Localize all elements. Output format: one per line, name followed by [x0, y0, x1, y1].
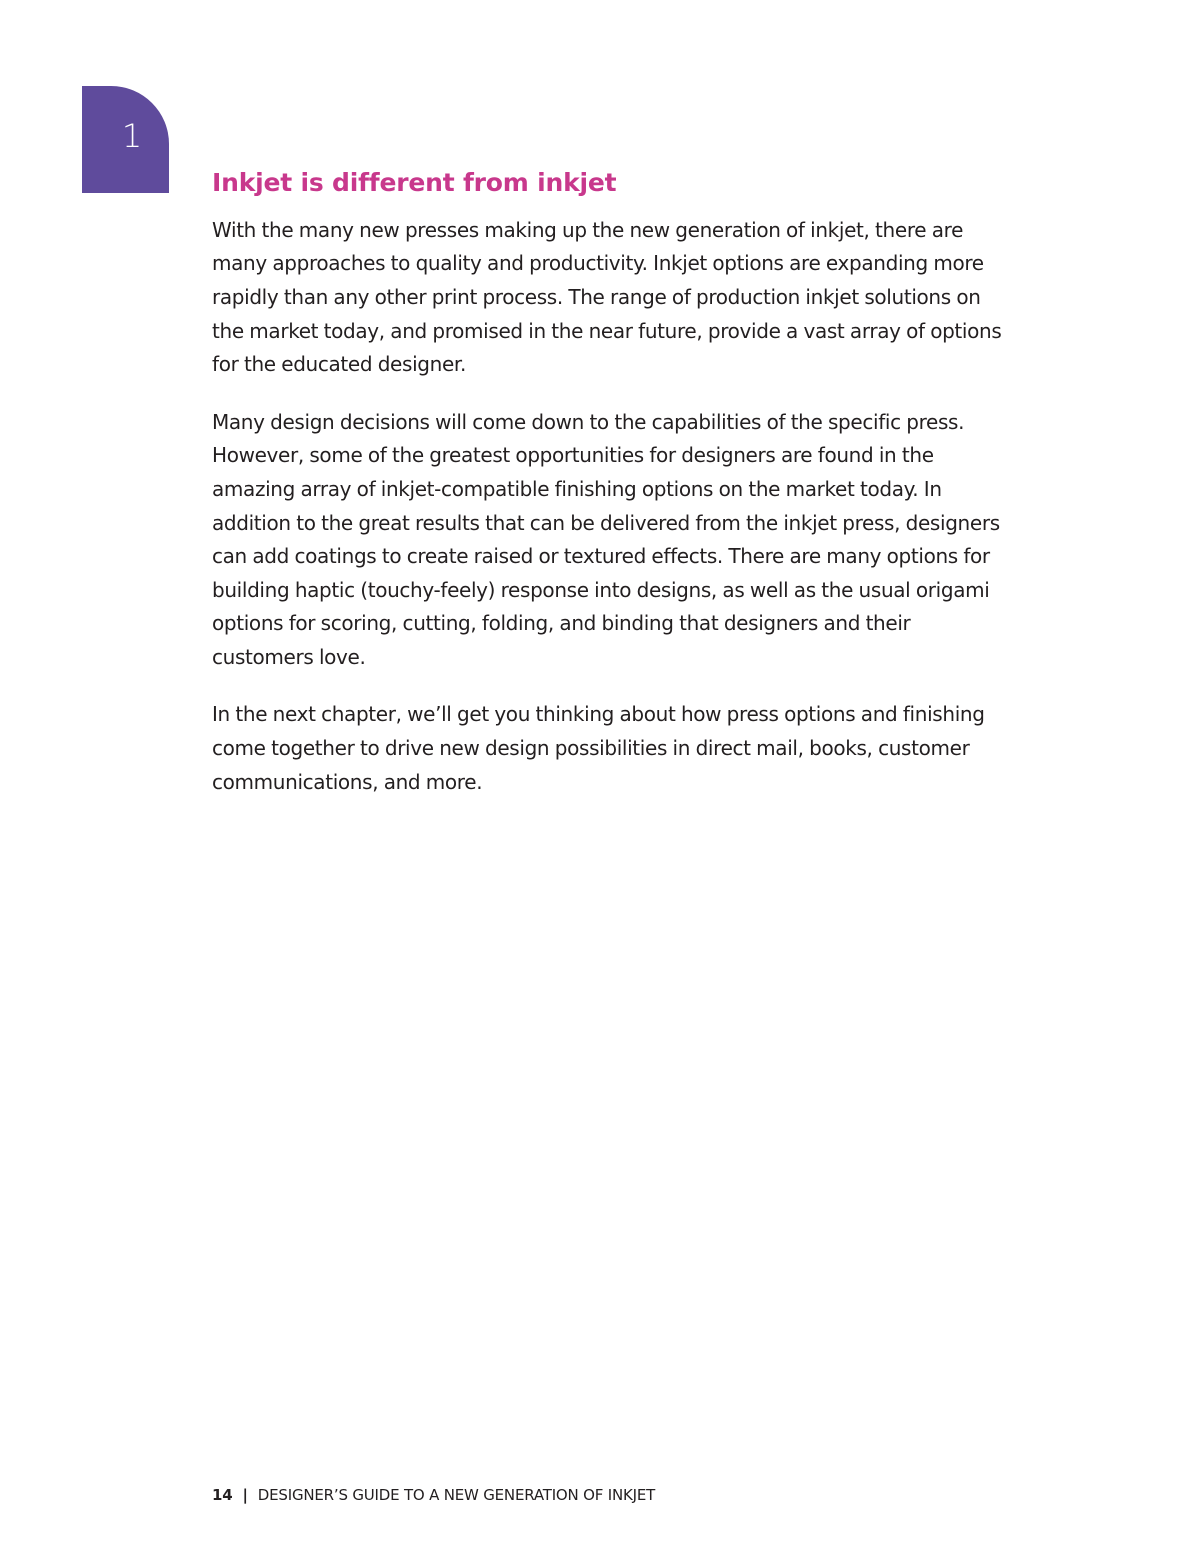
page-footer	[212, 1486, 655, 1504]
chapter-tab	[82, 86, 169, 193]
section-heading: Inkjet is different from inkjet	[212, 168, 617, 197]
paragraph: Many design decisions will come down to the capabilities of the specific press. However, some of the greatest opportunities for designers are found in the amazing array of inkjet-compatible finishing options on the market today. In addition to the great results that can be delivered from the inkjet press, designers can add coatings to create raised or textured effects. There are many options for building haptic (touchy-feely) response into designs, as well as the usual origami options for scoring, cutting, folding, and binding that designers and their customers love.	[212, 409, 1000, 669]
page-number: 14	[212, 1486, 233, 1504]
paragraph: With the many new presses making up the new generation of inkjet, there are many approaches to quality and productivity. Inkjet options are expanding more rapidly than any other print process. The range of production inkjet solutions on the market today, and promised in the near future, provide a vast array of options for the educated designer.	[212, 217, 1002, 377]
chapter-number: 1	[121, 117, 143, 155]
paragraph: In the next chapter, we’ll get you thinking about how press options and finishing come together to drive new design possibilities in direct mail, books, customer communications, and more.	[212, 702, 985, 794]
footer-title: DESIGNER’S GUIDE TO A NEW GENERATION OF INKJET	[257, 1486, 656, 1504]
main-content	[212, 166, 1002, 823]
footer-separator: |	[242, 1486, 248, 1504]
